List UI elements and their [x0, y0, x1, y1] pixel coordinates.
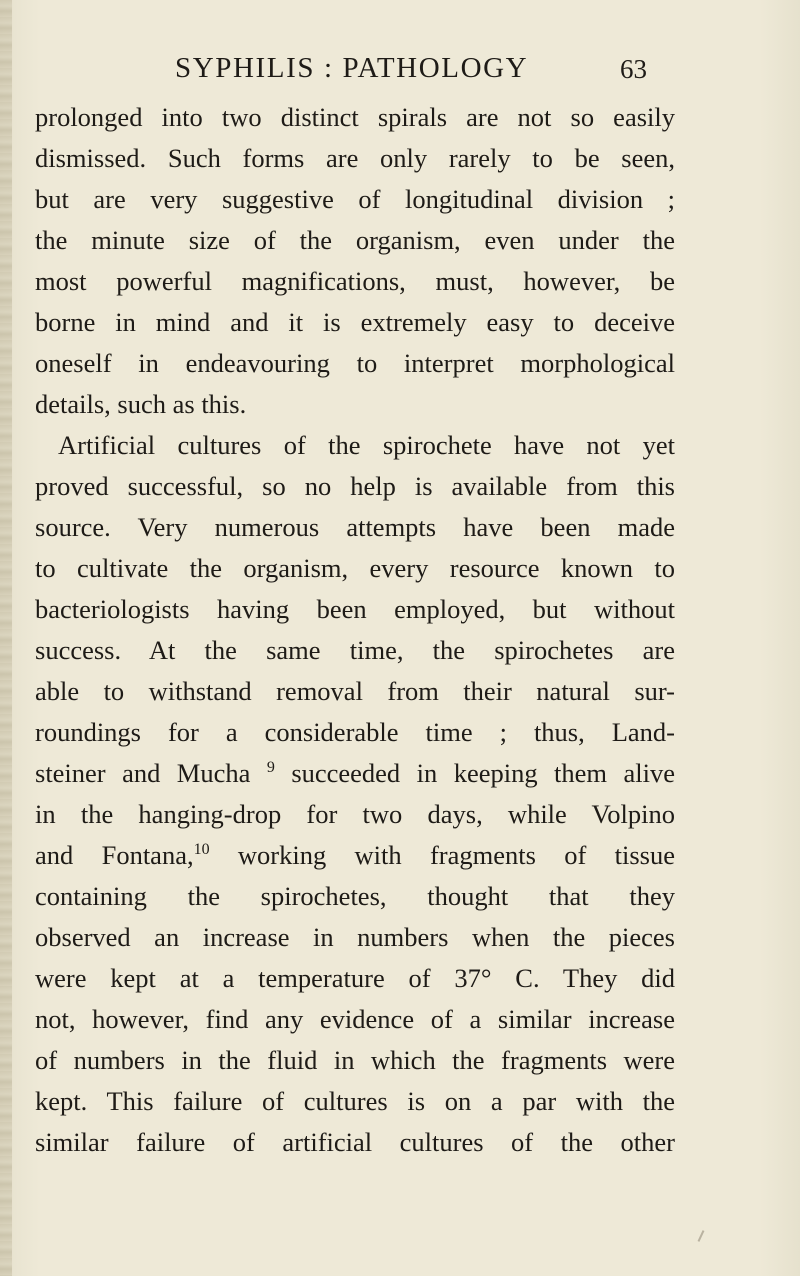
text-line-with-reference [35, 756, 675, 790]
text-run: succeeded in keeping them alive [274, 758, 675, 788]
text-run: steiner and Mucha [35, 758, 267, 788]
text-line: dismissed. Such forms are only rarely to be seen, [35, 143, 675, 173]
text-line: details, such as this. [35, 389, 247, 419]
text-line: success. At the same time, the spirochetes are [35, 635, 675, 665]
binding-gutter [0, 0, 12, 1276]
text-line: of numbers in the fluid in which the fragments were [35, 1045, 675, 1075]
text-line: to cultivate the organism, every resource known to [35, 553, 675, 583]
text-line: oneself in endeavouring to interpret morphological [35, 348, 675, 378]
text-line: able to withstand removal from their natural sur- [35, 676, 675, 706]
text-line: prolonged into two distinct spirals are not so easily [35, 102, 675, 132]
text-line: were kept at a temperature of 37° C. They did [35, 963, 675, 993]
text-line: in the hanging-drop for two days, while Volpino [35, 799, 675, 829]
text-line: but are very suggestive of longitudinal division ; [35, 184, 675, 214]
text-run: and Fontana, [35, 840, 194, 870]
text-line-with-reference [35, 838, 675, 872]
text-line: roundings for a considerable time ; thus, Land- [35, 717, 675, 747]
text-line: Artificial cultures of the spirochete have not yet [58, 430, 675, 460]
footnote-reference[interactable]: 10 [193, 841, 210, 859]
text-line: borne in mind and it is extremely easy to deceive [35, 307, 675, 337]
text-line: most powerful magnifications, must, however, be [35, 266, 675, 296]
running-head: SYPHILIS : PATHOLOGY [175, 52, 529, 84]
text-run: working with fragments of tissue [209, 840, 675, 870]
text-line: bacteriologists having been employed, but without [35, 594, 675, 624]
text-line: observed an increase in numbers when the pieces [35, 922, 675, 952]
text-line: kept. This failure of cultures is on a par with the [35, 1086, 675, 1116]
page-header [0, 52, 800, 92]
text-line: source. Very numerous attempts have been made [35, 512, 675, 542]
text-line: proved successful, so no help is available from this [35, 471, 675, 501]
page-number: 63 [620, 54, 647, 84]
text-line: similar failure of artificial cultures of the other [35, 1127, 675, 1157]
footnote-reference[interactable]: 9 [266, 759, 275, 777]
text-line: not, however, find any evidence of a similar increase [35, 1004, 675, 1034]
text-line: containing the spirochetes, thought that they [35, 881, 675, 911]
print-speck [698, 1230, 705, 1242]
text-line: the minute size of the organism, even under the [35, 225, 675, 255]
